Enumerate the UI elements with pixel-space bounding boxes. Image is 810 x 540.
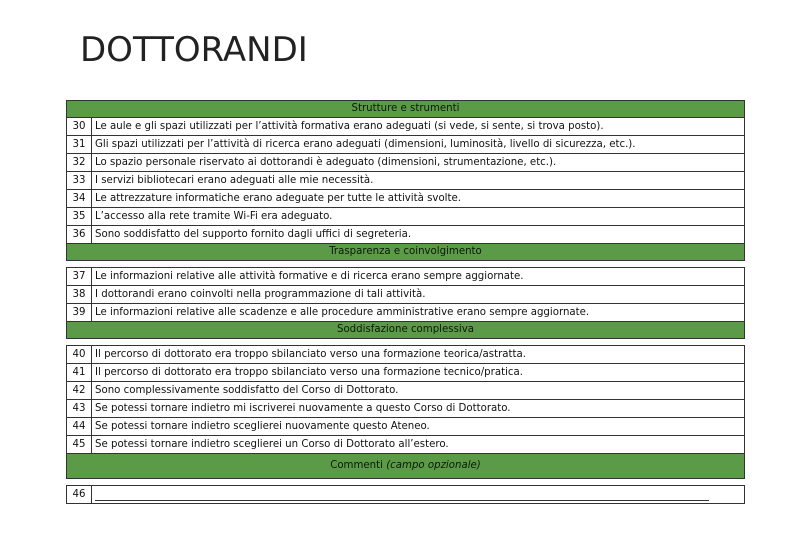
question-text: Le informazioni relative alle scadenze e alle procedure amministrative erano sempre aggiornate. — [92, 304, 745, 322]
section-heading: Trasparenza e coinvolgimento — [67, 244, 745, 261]
question-number: 42 — [67, 382, 92, 400]
section-heading: Strutture e strumenti — [67, 101, 745, 118]
section-header — [67, 244, 745, 261]
comments-heading — [67, 454, 745, 479]
question-number: 43 — [67, 400, 92, 418]
question-row — [67, 172, 745, 190]
question-number: 31 — [67, 136, 92, 154]
section-header — [67, 101, 745, 118]
question-number: 44 — [67, 418, 92, 436]
comments-heading-note: (campo opzionale) — [386, 460, 481, 471]
question-number: 39 — [67, 304, 92, 322]
question-row — [67, 136, 745, 154]
question-number: 36 — [67, 226, 92, 244]
question-number: 41 — [67, 364, 92, 382]
question-number: 38 — [67, 286, 92, 304]
spacer — [67, 339, 745, 346]
question-row — [67, 208, 745, 226]
question-text: I dottorandi erano coinvolti nella programmazione di tali attività. — [92, 286, 745, 304]
question-number: 40 — [67, 346, 92, 364]
question-row — [67, 268, 745, 286]
question-row — [67, 436, 745, 454]
question-text: I servizi bibliotecari erano adeguati alle mie necessità. — [92, 172, 745, 190]
question-text: Sono complessivamente soddisfatto del Corso di Dottorato. — [92, 382, 745, 400]
question-text: Se potessi tornare indietro mi iscriverei nuovamente a questo Corso di Dottorato. — [92, 400, 745, 418]
question-number: 35 — [67, 208, 92, 226]
question-number: 37 — [67, 268, 92, 286]
question-number: 46 — [67, 486, 92, 504]
question-number: 30 — [67, 118, 92, 136]
comment-underline — [95, 500, 709, 501]
question-text: Le attrezzature informatiche erano adeguate per tutte le attività svolte. — [92, 190, 745, 208]
comment-line-wrap — [95, 486, 741, 503]
comments-heading-label: Commenti — [330, 460, 383, 471]
question-text: Le aule e gli spazi utilizzati per l’attività formativa erano adeguati (si vede, si sente, si trova posto). — [92, 118, 745, 136]
question-text: Il percorso di dottorato era troppo sbilanciato verso una formazione teorica/astratta. — [92, 346, 745, 364]
question-text: Le informazioni relative alle attività formative e di ricerca erano sempre aggiornate. — [92, 268, 745, 286]
page-title: DOTTORANDI — [80, 30, 308, 70]
spacer-row — [67, 261, 745, 268]
question-text: Se potessi tornare indietro sceglierei un Corso di Dottorato all’estero. — [92, 436, 745, 454]
question-text: Se potessi tornare indietro sceglierei nuovamente questo Ateneo. — [92, 418, 745, 436]
spacer — [67, 479, 745, 486]
question-row — [67, 304, 745, 322]
spacer-row — [67, 479, 745, 486]
section-header — [67, 322, 745, 339]
question-number: 33 — [67, 172, 92, 190]
section-heading: Soddisfazione complessiva — [67, 322, 745, 339]
question-row — [67, 400, 745, 418]
question-text: L’accesso alla rete tramite Wi-Fi era adeguato. — [92, 208, 745, 226]
comment-row — [67, 486, 745, 504]
questionnaire-table — [66, 100, 745, 504]
question-row — [67, 286, 745, 304]
question-row — [67, 346, 745, 364]
question-number: 45 — [67, 436, 92, 454]
question-row — [67, 382, 745, 400]
question-text: Gli spazi utilizzati per l’attività di ricerca erano adeguati (dimensioni, luminosità, livello di sicurezza, etc.). — [92, 136, 745, 154]
question-number: 32 — [67, 154, 92, 172]
question-row — [67, 364, 745, 382]
spacer — [67, 261, 745, 268]
question-number: 34 — [67, 190, 92, 208]
question-row — [67, 226, 745, 244]
question-row — [67, 154, 745, 172]
spacer-row — [67, 339, 745, 346]
question-row — [67, 418, 745, 436]
question-text: Il percorso di dottorato era troppo sbilanciato verso una formazione tecnico/pratica. — [92, 364, 745, 382]
question-text: Lo spazio personale riservato ai dottorandi è adeguato (dimensioni, strumentazione, etc.). — [92, 154, 745, 172]
question-row — [67, 190, 745, 208]
comments-header — [67, 454, 745, 479]
comment-field[interactable] — [92, 486, 745, 504]
question-row — [67, 118, 745, 136]
question-text: Sono soddisfatto del supporto fornito dagli uffici di segreteria. — [92, 226, 745, 244]
